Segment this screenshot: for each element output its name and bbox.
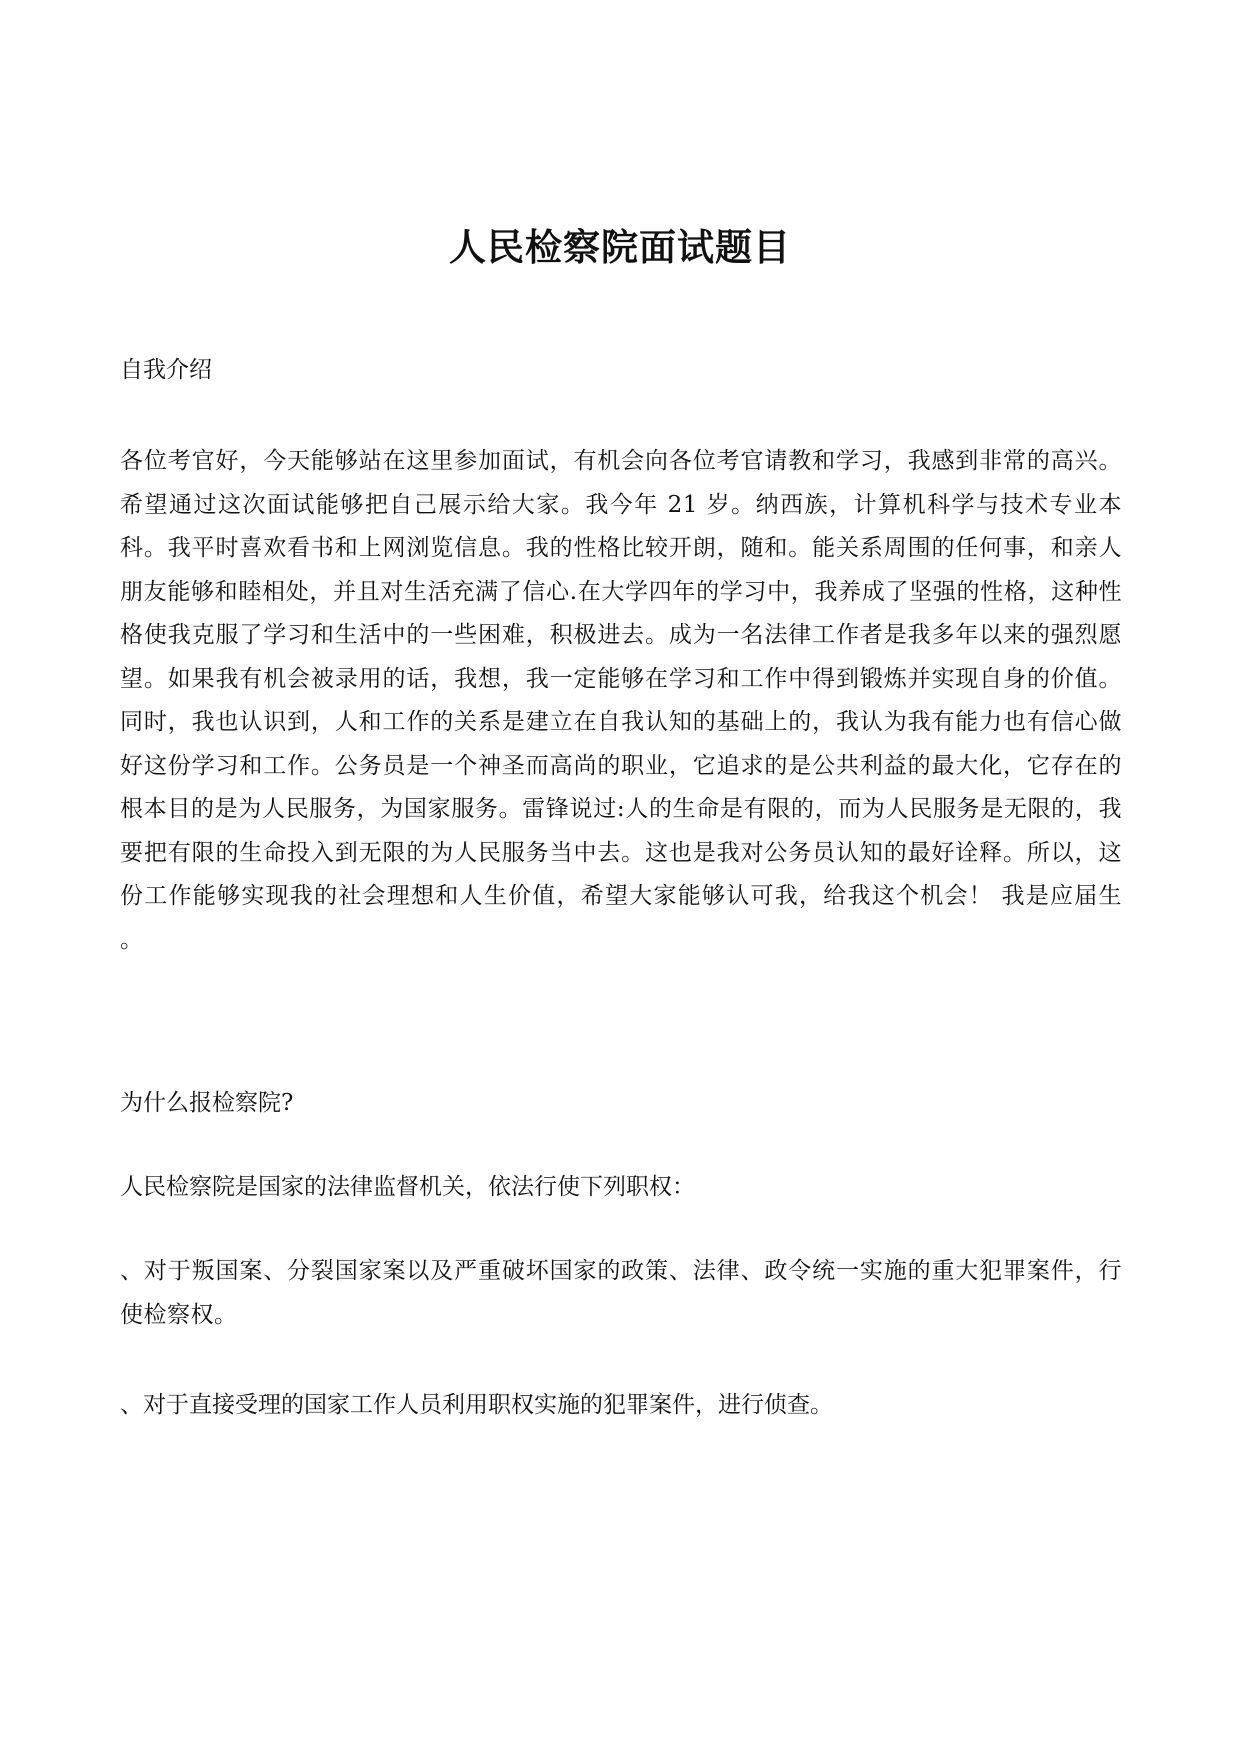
procuratorate-intro-paragraph: 人民检察院是国家的法律监督机关，依法行使下列职权： [120,1174,695,1200]
document-title: 人民检察院面试题目 [449,225,791,269]
list-item: 、对于叛国案、分裂国家案以及严重破坏国家的政策、法律、政令统一实施的重大犯罪案件，行使检察权。 [120,1258,1122,1328]
self-introduction-paragraph: 各位考官好，今天能够站在这里参加面试，有机会向各位考官请教和学习，我感到非常的高兴。希望通过这次面试能够把自己展示给大家。我今年 21 岁。纳西族，计算机科学与技术专业本科。我平时喜欢看书和上网浏览信息。我的性格比较开朗，随和。能关系周围的任何事，和亲人朋友能够和睦相处，并且对生活充满了信心.在大学四年的学习中，我养成了坚强的性格，这种性格使我克服了学习和生活中的一些困难，积极进去。成为一名法律工作者是我多年以来的强烈愿望。如果我有机会被录用的话，我想，我一定能够在学习和工作中得到锻炼并实现自身的价值。同时，我也认识到，人和工作的关系是建立在自我认知的基础上的，我认为我有能力也有信心做好这份学习和工作。公务员是一个神圣而高尚的职业，它追求的是公共利益的最大化，它存在的根本目的是为人民服务，为国家服务。雷锋说过:人的生命是有限的，而为人民服务是无限的，我要把有限的生命投入到无限的为人民服务当中去。这也是我对公务员认知的最好诠释。所以，这份工作能够实现我的社会理想和人生价值，希望大家能够认可我，给我这个机会！ 我是应届生 。 [120,448,1122,953]
section-heading-why-procuratorate: 为什么报检察院? [120,1090,294,1116]
list-item: 、对于直接受理的国家工作人员利用职权实施的犯罪案件，进行侦查。 [120,1392,833,1418]
section-heading-self-introduction: 自我介绍 [120,357,212,383]
